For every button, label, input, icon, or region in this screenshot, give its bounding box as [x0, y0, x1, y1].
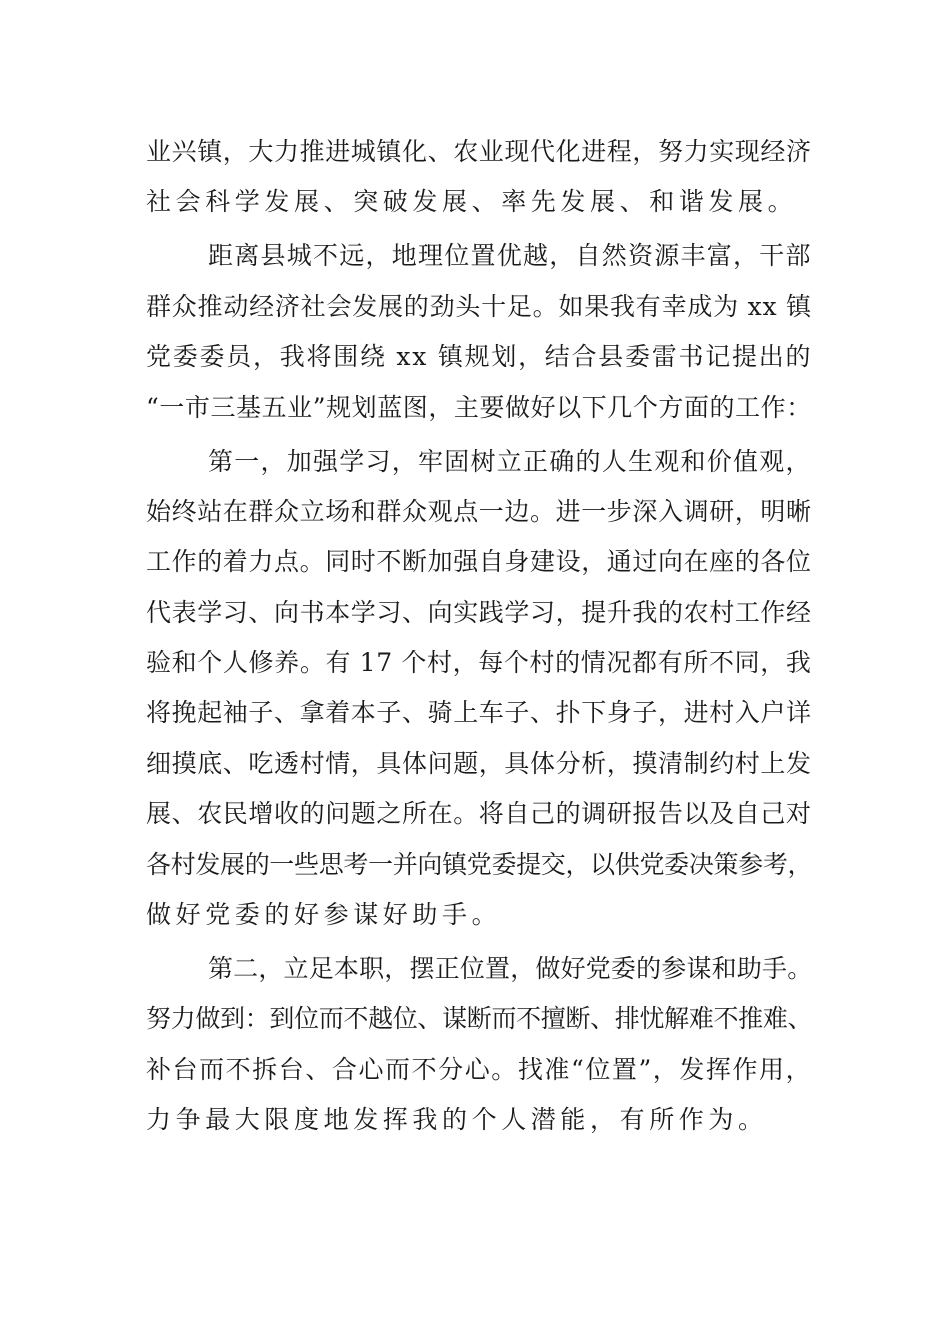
text-line: 群众推动经济社会发展的劲头十足。如果我有幸成为 xx 镇 [146, 292, 812, 321]
text-line: 党委委员，我将围绕 xx 镇规划，结合县委雷书记提出的 [146, 342, 813, 371]
text-line: 补台而不拆台、合心而不分心。找准“位置”，发挥作用， [146, 1055, 813, 1084]
text-line: 努力做到：到位而不越位、谋断而不擅断、排忧解难不推难、 [146, 1004, 813, 1033]
text-line: 代表学习、向书本学习、向实践学习，提升我的农村工作经 [146, 598, 812, 627]
text-line: 第一，加强学习，牢固树立正确的人生观和价值观， [208, 447, 812, 476]
text-line: 工作的着力点。同时不断加强自身建设，通过向在座的各位 [146, 547, 812, 576]
text-line: 社会科学发展、突破发展、率先发展、和谐发展。 [146, 187, 798, 216]
text-line: 始终站在群众立场和群众观点一边。进一步深入调研，明晰 [146, 497, 812, 526]
text-line: 力争最大限度地发挥我的个人潜能，有所作为。 [146, 1105, 768, 1134]
text-line: 展、农民增收的问题之所在。将自己的调研报告以及自己对 [146, 799, 812, 828]
text-line: 距离县城不远，地理位置优越，自然资源丰富，干部 [208, 241, 812, 270]
text-line: 业兴镇，大力推进城镇化、农业现代化进程，努力实现经济 [146, 137, 812, 166]
text-line: 验和个人修养。有 17 个村，每个村的情况都有所不同，我 [146, 648, 812, 677]
text-line: “一市三基五业”规划蓝图，主要做好以下几个方面的工作： [146, 393, 812, 422]
text-line: 各村发展的一些思考一并向镇党委提交，以供党委决策参考， [146, 850, 813, 879]
text-line: 将挽起袖子、拿着本子、骑上车子、扑下身子，进村入户详 [146, 698, 812, 727]
text-line: 细摸底、吃透村情，具体问题，具体分析，摸清制约村上发 [146, 749, 812, 778]
text-line: 做好党委的好参谋好助手。 [146, 900, 502, 929]
text-line: 第二，立足本职，摆正位置，做好党委的参谋和助手。 [208, 954, 813, 983]
